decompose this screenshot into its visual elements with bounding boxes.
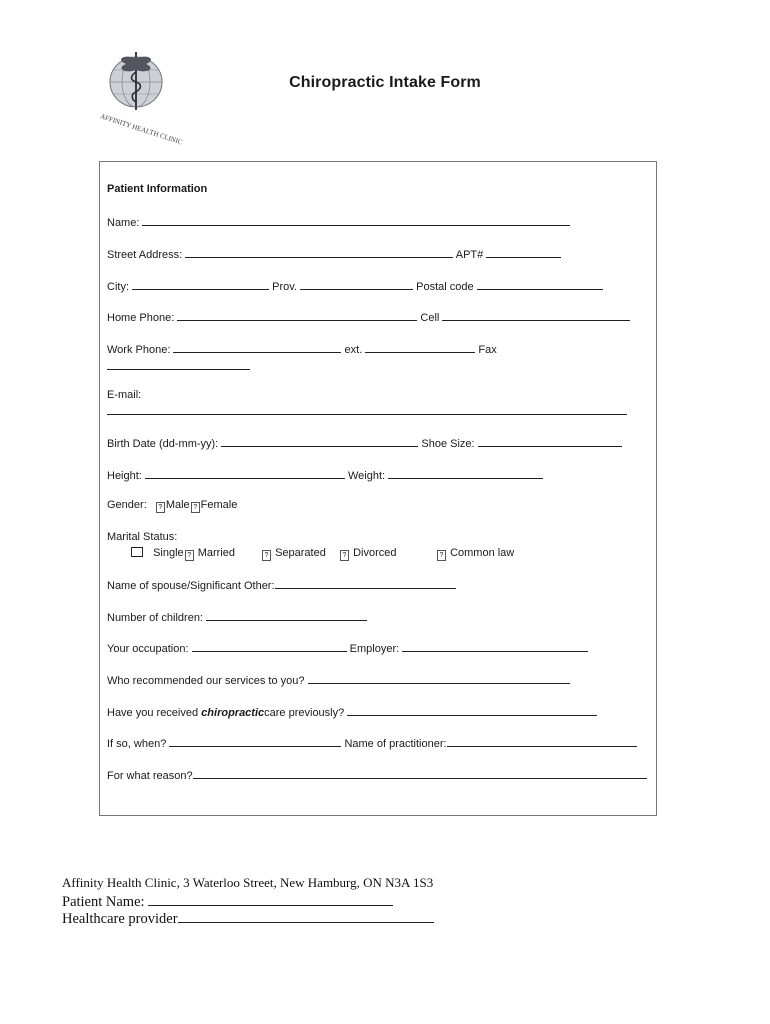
prov-label: Prov. — [272, 281, 297, 293]
cell-label: Cell — [420, 312, 440, 324]
marital-single-checkbox[interactable] — [131, 547, 143, 557]
postal-field[interactable] — [477, 278, 603, 290]
cell-field[interactable] — [442, 309, 630, 321]
reason-label: For what reason? — [107, 770, 193, 782]
city-label: City: — [107, 281, 129, 293]
patient-name-label: Patient Name: — [62, 894, 145, 910]
spouse-label: Name of spouse/Significant Other: — [107, 580, 275, 592]
marital-single-label: Single — [153, 547, 184, 559]
marital-status-label: Marital Status: — [107, 531, 178, 543]
children-label: Number of children: — [107, 612, 203, 624]
prov-field[interactable] — [300, 278, 413, 290]
gender-female-checkbox[interactable]: ? — [191, 502, 200, 513]
home-phone-label: Home Phone: — [107, 312, 175, 324]
recommended-label: Who recommended our services to you? — [107, 675, 305, 687]
received-care-field[interactable] — [347, 704, 597, 716]
home-phone-field[interactable] — [177, 309, 417, 321]
street-field[interactable] — [185, 246, 453, 258]
received-care-label: Have you received chiropracticcare previously? — [107, 707, 345, 719]
form-title: Chiropractic Intake Form — [289, 74, 481, 91]
practitioner-label: Name of practitioner: — [344, 738, 447, 750]
occupation-field[interactable] — [192, 640, 347, 652]
patient-name-field[interactable] — [148, 892, 393, 906]
gender-male-label: Male — [165, 499, 190, 511]
gender-label: Gender: — [107, 499, 147, 511]
employer-field[interactable] — [402, 640, 588, 652]
fax-label: Fax — [478, 344, 497, 356]
fax-field[interactable] — [107, 358, 250, 370]
city-field[interactable] — [132, 278, 269, 290]
when-field[interactable] — [169, 735, 341, 747]
when-label: If so, when? — [107, 738, 167, 750]
street-label: Street Address: — [107, 249, 183, 261]
recommended-field[interactable] — [308, 672, 570, 684]
marital-common-law-label: Common law — [450, 547, 515, 559]
shoe-size-field[interactable] — [478, 435, 622, 447]
shoe-size-label: Shoe Size: — [421, 438, 475, 450]
name-label: Name: — [107, 217, 140, 229]
marital-separated-checkbox[interactable]: ? — [262, 550, 271, 561]
logo-text: AFFINITY HEALTH CLINIC — [99, 112, 184, 147]
reason-field[interactable] — [193, 767, 647, 779]
weight-label: Weight: — [347, 470, 386, 482]
ext-field[interactable] — [365, 341, 475, 353]
spouse-field[interactable] — [275, 577, 456, 589]
marital-divorced-checkbox[interactable]: ? — [340, 550, 349, 561]
marital-divorced-label: Divorced — [353, 547, 397, 559]
section-header: Patient Information — [107, 183, 208, 195]
clinic-address: Affinity Health Clinic, 3 Waterloo Street, New Hamburg, ON N3A 1S3 — [62, 875, 434, 890]
marital-married-checkbox[interactable]: ? — [185, 550, 194, 561]
name-field[interactable] — [142, 214, 570, 226]
apt-label: APT# — [455, 249, 484, 261]
marital-separated-label: Separated — [275, 547, 326, 559]
height-label: Height: — [107, 470, 142, 482]
birth-date-field[interactable] — [221, 435, 418, 447]
work-phone-label: Work Phone: — [107, 344, 171, 356]
occupation-label: Your occupation: — [107, 643, 189, 655]
email-label: E-mail: — [107, 389, 142, 401]
marital-married-label: Married — [197, 547, 235, 559]
practitioner-field[interactable] — [447, 735, 637, 747]
birth-date-label: Birth Date (dd-mm-yy): — [107, 438, 219, 450]
gender-female-label: Female — [200, 499, 238, 511]
gender-male-checkbox[interactable]: ? — [156, 502, 165, 513]
postal-label: Postal code — [416, 281, 474, 293]
height-field[interactable] — [145, 467, 345, 479]
healthcare-provider-label: Healthcare provider — [62, 911, 178, 927]
email-field[interactable] — [107, 403, 627, 415]
apt-field[interactable] — [486, 246, 561, 258]
weight-field[interactable] — [388, 467, 543, 479]
ext-label: ext. — [344, 344, 363, 356]
work-phone-field[interactable] — [173, 341, 341, 353]
marital-common-law-checkbox[interactable]: ? — [437, 550, 446, 561]
children-field[interactable] — [206, 609, 367, 621]
employer-label: Employer: — [349, 643, 400, 655]
healthcare-provider-field[interactable] — [178, 909, 434, 923]
